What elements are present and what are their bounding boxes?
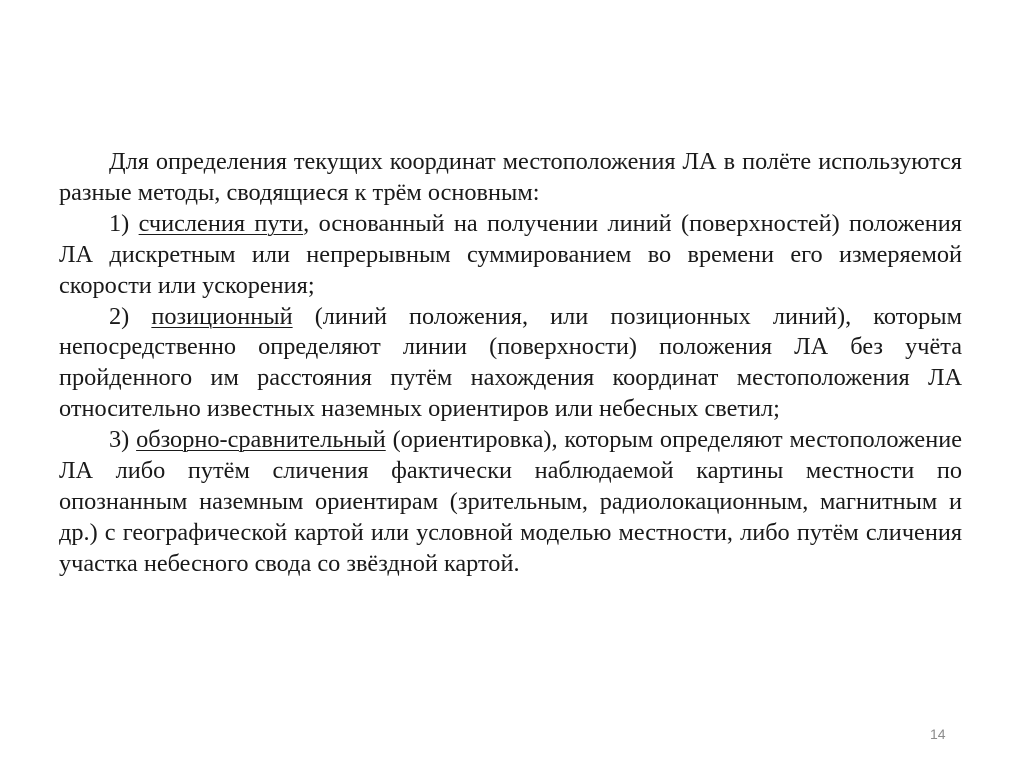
method-2-description: (линий положения, или позиционных линий), которым непосредственно определяют линии (поверхности) положения ЛА без учёта пройденного им расстояния путём нахождения координат местоположения ЛА относительно известных наземных ориентиров или небесных светил; [59, 302, 962, 423]
body-text [59, 147, 962, 580]
method-1-term: счисления пути [138, 209, 304, 237]
method-2-number: 2) [109, 302, 152, 330]
method-3-description: (ориентировка), которым определяют местоположение ЛА либо путём сличения фактически наблюдаемой картины местности по опознанным наземным ориентирам (зрительным, радиолокационным, магнитным и др.) с географической картой или условной моделью местности, либо путём сличения участка небесного свода со звёздной картой. [59, 426, 962, 577]
method-1-paragraph [59, 209, 962, 302]
method-2-term: позиционный [151, 302, 293, 330]
intro-paragraph [59, 147, 962, 209]
page-number: 14 [930, 726, 946, 742]
method-2-paragraph [59, 302, 962, 426]
method-1-description: , основанный на получении линий (поверхностей) положения ЛА дискретным или непрерывным суммированием во времени его измеряемой скорости или ускорения; [59, 209, 962, 299]
method-3-term: обзорно-сравнительный [136, 426, 386, 454]
intro-text: Для определения текущих координат местоположения ЛА в полёте используются разные методы, сводящиеся к трём основным: [59, 148, 962, 206]
method-3-number: 3) [109, 426, 137, 454]
method-1-number: 1) [109, 209, 139, 237]
method-3-paragraph [59, 425, 962, 580]
